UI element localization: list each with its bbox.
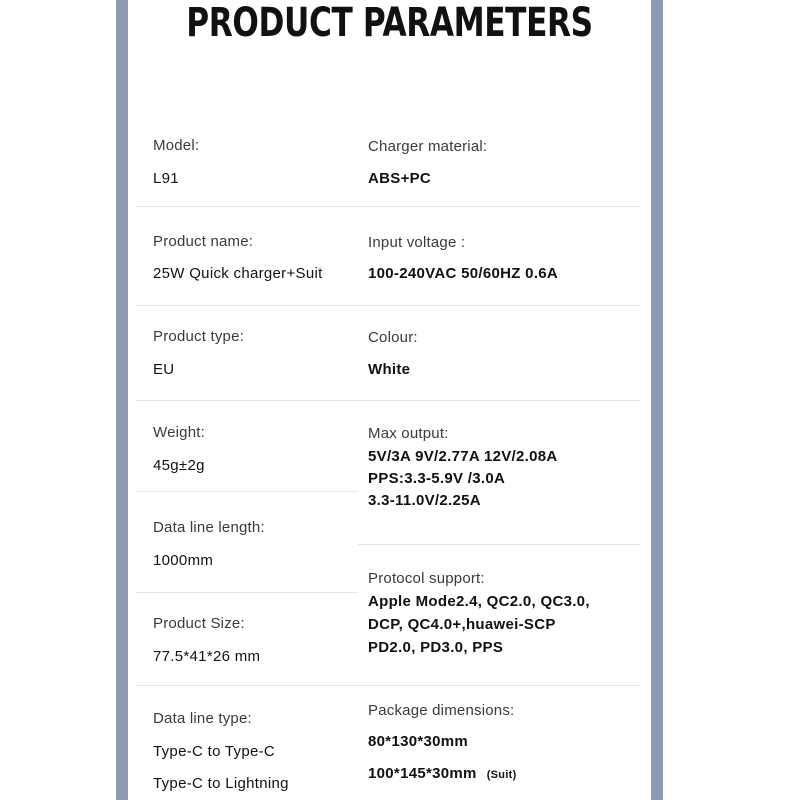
row-divider [358, 544, 640, 545]
max-output-line-2: PPS:3.3-5.9V /3.0A [368, 470, 506, 487]
data-line-type-value-1: Type-C to Type-C [153, 743, 276, 760]
left-frame-bar [116, 0, 128, 800]
model-label: Model: [153, 137, 200, 154]
data-line-type-value-2: Type-C to Lightning [153, 775, 289, 792]
row-divider [136, 491, 358, 492]
package-dimensions-suit-row [368, 762, 517, 787]
max-output-line-3: 3.3-11.0V/2.25A [368, 492, 481, 509]
protocol-support-line-2: DCP, QC4.0+,huawei-SCP [368, 616, 556, 633]
package-dimensions-suit-note: (Suit) [486, 769, 517, 781]
input-voltage-label: Input voltage : [368, 234, 466, 251]
max-output-line-1: 5V/3A 9V/2.77A 12V/2.08A [368, 448, 558, 465]
product-type-label: Product type: [153, 328, 244, 345]
data-line-type-label: Data line type: [153, 710, 252, 727]
product-name-value: 25W Quick charger+Suit [153, 265, 323, 282]
charger-material-label: Charger material: [368, 138, 488, 155]
right-frame-bar [651, 0, 663, 800]
product-size-value: 77.5*41*26 mm [153, 648, 261, 665]
package-dimensions-suit-value: 100*145*30mm [368, 765, 477, 782]
package-dimensions-value: 80*130*30mm [368, 733, 469, 750]
package-dimensions-label: Package dimensions: [368, 702, 515, 719]
protocol-support-line-1: Apple Mode2.4, QC2.0, QC3.0, [368, 593, 590, 610]
protocol-support-line-3: PD2.0, PD3.0, PPS [368, 639, 504, 656]
protocol-support-label: Protocol support: [368, 570, 485, 587]
row-divider [136, 206, 640, 207]
row-divider [136, 400, 640, 401]
max-output-label: Max output: [368, 425, 449, 442]
row-divider [136, 685, 640, 686]
data-line-length-label: Data line length: [153, 519, 265, 536]
row-divider [136, 305, 640, 306]
weight-label: Weight: [153, 424, 205, 441]
colour-label: Colour: [368, 329, 418, 346]
product-name-label: Product name: [153, 233, 254, 250]
page-title: PRODUCT PARAMETERS [186, 0, 593, 46]
input-voltage-value: 100-240VAC 50/60HZ 0.6A [368, 265, 559, 282]
colour-value: White [368, 361, 411, 378]
data-line-length-value: 1000mm [153, 552, 214, 569]
product-type-value: EU [153, 361, 175, 378]
charger-material-value: ABS+PC [368, 170, 432, 187]
model-value: L91 [153, 170, 179, 187]
row-divider [136, 592, 358, 593]
weight-value: 45g±2g [153, 457, 205, 474]
product-size-label: Product Size: [153, 615, 245, 632]
